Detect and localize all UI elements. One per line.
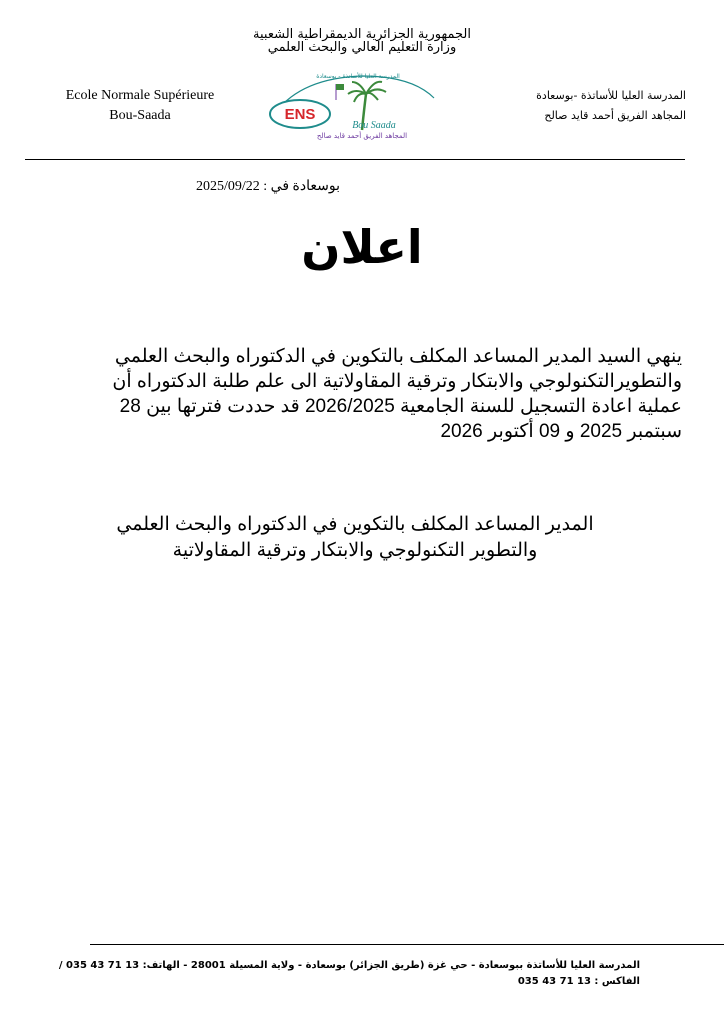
footer-address: المدرسة العليا للأساتذة ببوسعادة - حي غزة (طريق الجزائر) بوسعادة - ولاية المسيلة 28001 - الهاتف: 13 71 43 035 / [58,960,640,971]
school-name-arabic [426,86,686,126]
footer-divider [90,944,724,945]
logo-arc-text: المدرسة العليا للأساتذة - بوسعادة [316,73,400,80]
date-line: بوسعادة في : 2025/09/22 [196,179,340,194]
school-name-fr-line2: Bou-Saada [109,108,171,123]
body-line: ينهي السيد المدير المساعد المكلف بالتكوين في الدكتوراه والبحث العلمي [114,346,682,367]
body-line: سبتمبر 2025 و 09 أكتوبر 2026 [440,421,682,442]
school-name-french [40,86,240,126]
school-name-ar-line1: المدرسة العليا للأساتذة -بوسعادة [536,89,686,102]
footer-fax: الفاكس : 13 71 43 035 [517,976,640,987]
republic-title: الجمهورية الجزائرية الديمقراطية الشعبية [253,27,471,42]
signature-line: المدير المساعد المكلف بالتكوين في الدكتوراه والبحث العلمي [116,514,594,535]
signature-block [100,512,610,564]
ministry-title: وزارة التعليم العالي والبحث العلمي [267,40,457,55]
school-name-ar-line2: المجاهد الفريق أحمد قايد صالح [544,109,686,122]
announcement-title: اعلان [301,220,423,274]
logo-city: Bou Saada [352,120,396,131]
body-line: والتطويرالتكنولوجي والابتكار وترقية المقاولاتية الى علم طلبة الدكتوراه أن [112,371,682,392]
ens-logo [262,70,440,140]
header-divider [25,159,685,160]
republic-header [0,28,724,54]
flag-icon [336,84,344,100]
body-line: عملية اعادة التسجيل للسنة الجامعية 2026/2025 قد حددت فترتها بين 28 [119,396,682,417]
footer-contact [40,958,640,990]
logo-acronym: ENS [284,106,316,123]
announcement-body [88,344,682,444]
signature-line: والتطوير التكنولوجي والابتكار وترقية المقاولاتية [172,540,538,561]
school-name-fr-line1: Ecole Normale Supérieure [65,88,215,103]
logo-bottom-text: المجاهد الفريق أحمد قايد صالح [316,132,408,140]
